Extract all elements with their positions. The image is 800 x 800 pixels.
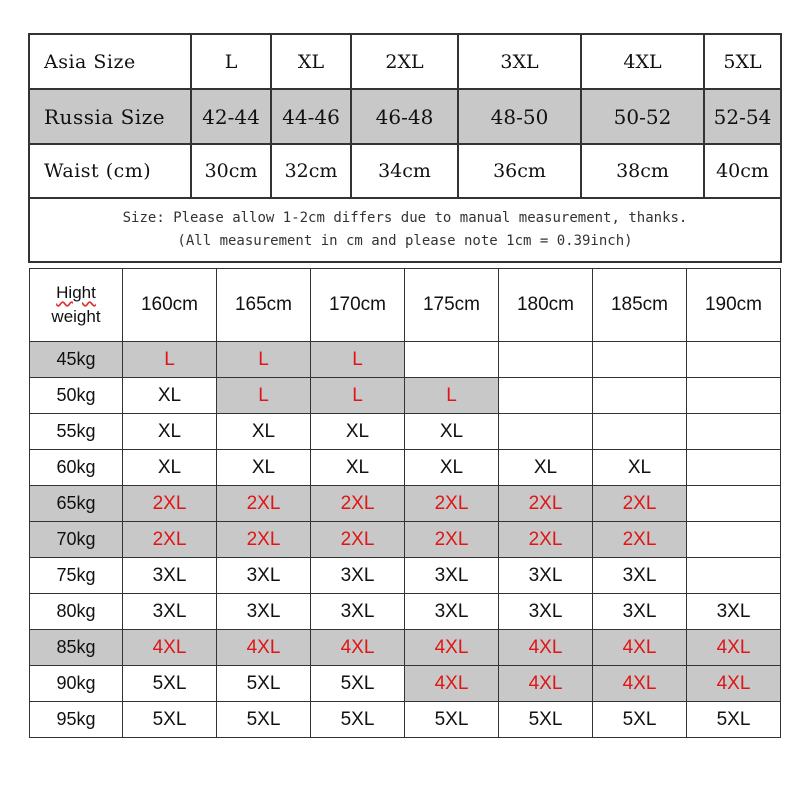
asia-size-cell: 5XL [704, 34, 781, 89]
size-cell: 4XL [123, 630, 217, 666]
size-cell: 3XL [311, 594, 405, 630]
weight-row [30, 486, 781, 522]
size-cell: L [311, 378, 405, 414]
size-cell: XL [123, 378, 217, 414]
size-cell: 3XL [311, 558, 405, 594]
size-cell: 4XL [499, 630, 593, 666]
height-header: 190cm [687, 269, 781, 342]
size-cell: L [405, 378, 499, 414]
weight-row [30, 522, 781, 558]
size-cell: 4XL [217, 630, 311, 666]
height-header: 170cm [311, 269, 405, 342]
size-cell [687, 378, 781, 414]
size-cell: 3XL [123, 558, 217, 594]
size-cell: 5XL [499, 702, 593, 738]
waist-cell: 36cm [458, 144, 581, 198]
height-header: 185cm [593, 269, 687, 342]
waist-label: Waist (cm) [29, 144, 191, 198]
note-line-2: (All measurement in cm and please note 1cm = 0.39inch) [177, 233, 633, 249]
size-cell: 2XL [123, 522, 217, 558]
size-cell: XL [311, 450, 405, 486]
asia-size-cell: L [191, 34, 271, 89]
size-cell [499, 378, 593, 414]
size-cell: 3XL [499, 594, 593, 630]
weight-label: 80kg [30, 594, 123, 630]
size-cell: 2XL [593, 486, 687, 522]
size-cell: 4XL [405, 630, 499, 666]
note-line-1: Size: Please allow 1-2cm differs due to manual measurement, thanks. [122, 210, 688, 226]
asia-size-cell: 2XL [351, 34, 458, 89]
size-cell: XL [593, 450, 687, 486]
size-cell [687, 522, 781, 558]
weight-row [30, 342, 781, 378]
size-cell: 5XL [123, 702, 217, 738]
size-cell [499, 342, 593, 378]
size-cell [499, 414, 593, 450]
size-cell [405, 342, 499, 378]
waist-cell: 34cm [351, 144, 458, 198]
weight-label: 70kg [30, 522, 123, 558]
weight-label: 55kg [30, 414, 123, 450]
size-cell: 3XL [405, 558, 499, 594]
russia-size-cell: 42-44 [191, 89, 271, 144]
size-cell: 3XL [593, 594, 687, 630]
size-cell: XL [217, 450, 311, 486]
height-header-row [30, 269, 781, 342]
weight-label: 95kg [30, 702, 123, 738]
size-cell: 4XL [499, 666, 593, 702]
size-cell: 3XL [217, 558, 311, 594]
chart-body [30, 342, 781, 738]
size-cell: L [311, 342, 405, 378]
size-cell: L [123, 342, 217, 378]
size-cell: 4XL [687, 630, 781, 666]
size-cell: XL [499, 450, 593, 486]
russia-size-cell: 48-50 [458, 89, 581, 144]
size-cell: L [217, 342, 311, 378]
size-cell: 5XL [217, 666, 311, 702]
size-cell: 2XL [311, 522, 405, 558]
size-cell: XL [217, 414, 311, 450]
height-header: 160cm [123, 269, 217, 342]
size-cell: 2XL [217, 522, 311, 558]
size-cell [687, 486, 781, 522]
size-cell: XL [405, 414, 499, 450]
size-cell: 4XL [405, 666, 499, 702]
size-cell: XL [405, 450, 499, 486]
size-cell: 4XL [311, 630, 405, 666]
russia-size-label: Russia Size [29, 89, 191, 144]
size-cell: 3XL [499, 558, 593, 594]
corner-weight-label: weight [51, 307, 101, 326]
size-cell: 5XL [217, 702, 311, 738]
weight-label: 90kg [30, 666, 123, 702]
height-header: 180cm [499, 269, 593, 342]
weight-row [30, 450, 781, 486]
size-cell: 2XL [311, 486, 405, 522]
weight-row [30, 594, 781, 630]
asia-size-label: Asia Size [29, 34, 191, 89]
size-cell: 5XL [687, 702, 781, 738]
weight-row [30, 414, 781, 450]
size-cell: 5XL [311, 666, 405, 702]
russia-size-cell: 44-46 [271, 89, 351, 144]
size-cell [593, 414, 687, 450]
size-cell: 4XL [593, 666, 687, 702]
size-cell: XL [311, 414, 405, 450]
height-header: 165cm [217, 269, 311, 342]
size-cell: L [217, 378, 311, 414]
asia-size-cell: XL [271, 34, 351, 89]
weight-row [30, 558, 781, 594]
size-cell: 3XL [405, 594, 499, 630]
size-cell: 3XL [593, 558, 687, 594]
corner-height-label: Hight [56, 283, 96, 302]
weight-row [30, 702, 781, 738]
size-cell: 2XL [405, 522, 499, 558]
waist-cell: 30cm [191, 144, 271, 198]
russia-size-cell: 50-52 [581, 89, 704, 144]
size-cell: 4XL [687, 666, 781, 702]
size-cell: 3XL [687, 594, 781, 630]
weight-label: 45kg [30, 342, 123, 378]
height-weight-chart [29, 268, 781, 738]
asia-size-table [28, 33, 782, 263]
size-cell: 2XL [499, 486, 593, 522]
weight-label: 75kg [30, 558, 123, 594]
size-cell: 2XL [499, 522, 593, 558]
height-header: 175cm [405, 269, 499, 342]
weight-label: 50kg [30, 378, 123, 414]
asia-size-row [29, 34, 781, 89]
corner-header [30, 269, 123, 342]
weight-row [30, 378, 781, 414]
weight-label: 65kg [30, 486, 123, 522]
weight-label: 85kg [30, 630, 123, 666]
measurement-note [29, 198, 781, 262]
weight-row [30, 630, 781, 666]
size-cell: 5XL [593, 702, 687, 738]
russia-size-cell: 52-54 [704, 89, 781, 144]
asia-size-cell: 3XL [458, 34, 581, 89]
size-cell: 5XL [311, 702, 405, 738]
size-cell: 3XL [217, 594, 311, 630]
size-cell: 2XL [405, 486, 499, 522]
waist-cell: 40cm [704, 144, 781, 198]
waist-cell: 32cm [271, 144, 351, 198]
size-cell: 2XL [593, 522, 687, 558]
size-cell [687, 450, 781, 486]
size-cell [593, 378, 687, 414]
size-cell: 2XL [123, 486, 217, 522]
asia-size-cell: 4XL [581, 34, 704, 89]
waist-row [29, 144, 781, 198]
size-cell [687, 558, 781, 594]
size-cell: XL [123, 450, 217, 486]
size-cell: XL [123, 414, 217, 450]
size-cell: 5XL [405, 702, 499, 738]
weight-row [30, 666, 781, 702]
waist-cell: 38cm [581, 144, 704, 198]
size-cell: 2XL [217, 486, 311, 522]
weight-label: 60kg [30, 450, 123, 486]
size-cell: 5XL [123, 666, 217, 702]
size-cell [687, 342, 781, 378]
measurement-note-row [29, 198, 781, 262]
size-cell: 4XL [593, 630, 687, 666]
russia-size-row [29, 89, 781, 144]
size-cell: 3XL [123, 594, 217, 630]
size-cell [687, 414, 781, 450]
size-cell [593, 342, 687, 378]
russia-size-cell: 46-48 [351, 89, 458, 144]
